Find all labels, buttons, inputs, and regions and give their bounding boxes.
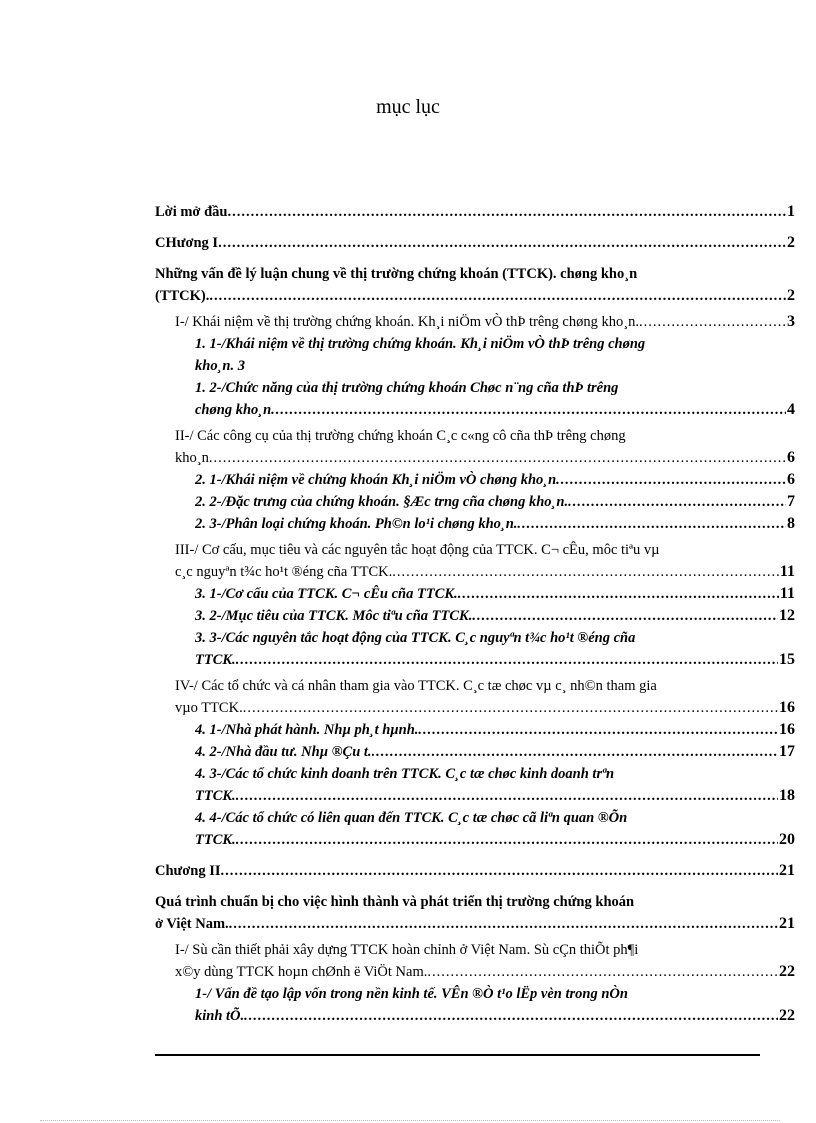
toc-entry[interactable] [195,377,795,421]
toc-entry-title: 2. 2-/Đặc trưng của chứng khoán. §Æc trng cña chøng kho¸n. [195,494,569,510]
toc-leader-dots [236,649,778,671]
toc-entry[interactable] [195,741,795,763]
toc-page-number: 15 [779,651,795,668]
toc-entry-text: IV-/ Các tổ chức và cá nhân tham gia vào TTCK. C¸c tæ chøc vµ c¸ nh©n tham gia [175,678,657,694]
page-title: mục lục [376,96,440,118]
toc-entry-text: III-/ Cơ cấu, mục tiêu và các nguyên tắc hoạt động của TTCK. C¬ cÊu, môc tiªu vµ [175,542,660,558]
toc-entry-title: ở Việt Nam. [155,916,229,932]
toc-entry-title: I-/ Khái niệm về thị trường chứng khoán. Kh¸i niÖm vÒ thÞ trêng chøng kho¸n. [175,314,639,330]
toc-leader-dots [372,741,778,763]
toc-entry-text: Những vấn đề lý luận chung về thị trường chứng khoán (TTCK). chøng kho¸n [155,266,638,282]
toc-page-number: 3 [787,313,795,330]
toc-leader-dots [244,1005,778,1027]
toc-entry-title: Lời mở đầu [155,204,228,220]
toc-entry-title: chøng kho¸n [195,402,272,418]
toc-entry-text: 1-/ Vấn đề tạo lập vốn trong nền kinh tế. VÊn ®Ò t¹o lËp vèn trong nÒn [195,986,628,1002]
toc-entry-title: kinh tÕ. [195,1008,245,1024]
toc-page-number: 21 [779,862,795,879]
toc-page-number: 11 [779,585,795,602]
toc-entry-text: II-/ Các công cụ của thị trường chứng khoán C¸c c«ng cô cña thÞ trêng chøng [175,428,626,444]
toc-entry-title: TTCK. [195,788,236,804]
toc-entry-text: 1. 1-/Khái niệm về thị trường chứng khoán. Kh¸i niÖm vÒ thÞ trêng chøng [195,336,646,352]
toc-page-number: 6 [787,449,795,466]
toc-entry[interactable] [195,513,795,535]
toc-leader-dots [236,785,778,807]
toc-entry[interactable] [175,539,795,583]
toc-entry-title: kho¸n. 3 [195,358,245,374]
toc-page-number: 2 [787,234,795,251]
toc-leader-dots [568,491,786,513]
toc-leader-dots [458,583,779,605]
toc-entry[interactable] [175,675,795,719]
toc-entry-title: 4. 2-/Nhà đầu tư. Nhµ ®Çu t. [195,744,372,760]
toc-entry-title: vµo TTCK. [175,700,243,716]
toc-page-number: 20 [779,831,795,848]
table-of-contents [155,192,795,1027]
toc-leader-dots [639,311,786,333]
toc-page-number: 22 [779,1007,795,1024]
toc-entry-title: kho¸n [175,450,209,466]
toc-leader-dots [418,719,778,741]
page-edge-divider [40,1120,780,1121]
toc-entry[interactable] [195,719,795,741]
toc-leader-dots [209,285,786,307]
toc-entry[interactable] [175,311,795,333]
toc-leader-dots [517,513,786,535]
toc-entry-title: x©y dùng TTCK hoµn chØnh ë ViÖt Nam. [175,964,428,980]
toc-page-number: 16 [779,721,795,738]
toc-leader-dots [271,399,786,421]
toc-page-number: 4 [787,401,795,418]
toc-entry-title: TTCK. [195,832,236,848]
toc-entry-text: 4. 4-/Các tổ chức có liên quan đến TTCK. C¸c tæ chøc cã liªn quan ®Õn [195,810,628,826]
toc-page-number: 2 [787,287,795,304]
toc-page-number: 8 [787,515,795,532]
toc-leader-dots [218,232,786,254]
toc-entry-title: Chương II [155,863,221,879]
toc-page-number: 1 [787,203,795,220]
toc-entry-text: Quá trình chuẩn bị cho việc hình thành và phát triển thị trường chứng khoán [155,894,635,910]
toc-entry[interactable] [195,469,795,491]
toc-entry-title: 2. 1-/Khái niệm về chứng khoán Kh¸i niÖm vÒ chøng kho¸n [195,472,557,488]
toc-leader-dots [392,561,779,583]
toc-leader-dots [221,860,779,882]
toc-leader-dots [227,201,786,223]
toc-entry-title: c¸c nguyªn t¾c ho¹t ®éng cña TTCK. [175,564,393,580]
toc-leader-dots [472,605,778,627]
toc-entry-title: (TTCK). [155,288,210,304]
toc-entry-text: 3. 3-/Các nguyên tắc hoạt động của TTCK. C¸c nguyªn t¾c ho¹t ®éng cña [195,630,636,646]
toc-entry[interactable] [155,860,795,882]
toc-entry-text: 4. 3-/Các tổ chức kinh doanh trên TTCK. C¸c tæ chøc kinh doanh trªn [195,766,615,782]
toc-entry[interactable] [155,891,795,935]
toc-entry-title: 4. 1-/Nhà phát hành. Nhµ ph¸t hµnh. [195,722,419,738]
toc-entry[interactable] [155,232,795,254]
toc-entry-text: I-/ Sù cần thiết phải xây dựng TTCK hoàn chỉnh ở Việt Nam. Sù cÇn thiÕt ph¶i [175,942,639,958]
toc-entry-title: CHương I [155,235,219,251]
toc-leader-dots [427,961,778,983]
toc-leader-dots [209,447,786,469]
toc-entry[interactable] [195,807,795,851]
toc-page-number: 21 [779,915,795,932]
toc-entry[interactable] [155,263,795,307]
toc-page-number: 6 [787,471,795,488]
toc-entry-title: 2. 3-/Phân loại chứng khoán. Ph©n lo¹i chøng kho¸n. [195,516,518,532]
toc-entry[interactable] [175,939,795,983]
toc-entry[interactable] [195,763,795,807]
footer-rule [155,1054,760,1056]
toc-page-number: 22 [779,963,795,980]
toc-entry[interactable] [195,491,795,513]
toc-entry[interactable] [195,605,795,627]
toc-page-number: 16 [779,699,795,716]
toc-entry[interactable] [175,425,795,469]
toc-page-number: 17 [779,743,795,760]
toc-page-number: 11 [779,563,795,580]
toc-entry-title: 3. 2-/Mục tiêu của TTCK. Môc tiªu cña TTCK. [195,608,473,624]
toc-page-number: 18 [779,787,795,804]
toc-leader-dots [229,913,778,935]
toc-entry-text: 1. 2-/Chức năng của thị trường chứng khoán Chøc n¨ng cña thÞ trêng [195,380,619,396]
toc-leader-dots [556,469,786,491]
toc-entry-title: TTCK. [195,652,236,668]
toc-entry[interactable] [195,333,795,377]
toc-leader-dots [243,697,778,719]
toc-entry[interactable] [195,983,795,1027]
toc-leader-dots [236,829,778,851]
toc-entry[interactable] [195,627,795,671]
toc-entry[interactable] [195,583,795,605]
toc-page-number: 7 [787,493,795,510]
toc-entry-title: 3. 1-/Cơ cấu của TTCK. C¬ cÊu cña TTCK. [195,586,458,602]
toc-page-number: 12 [779,607,795,624]
toc-entry[interactable] [155,201,795,223]
